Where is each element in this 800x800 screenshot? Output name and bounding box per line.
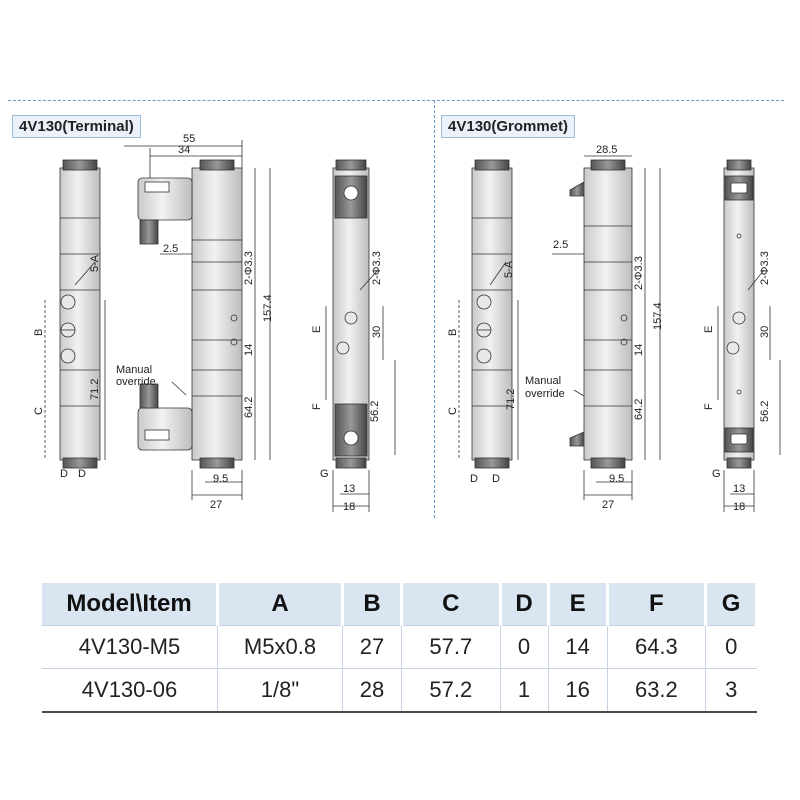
cell-a: 1/8" <box>218 669 343 713</box>
header-a: A <box>218 583 343 626</box>
label-b: B <box>33 328 45 336</box>
dim-64-2-grommet: 64.2 <box>633 398 645 420</box>
manual-override-label-2: override <box>116 376 156 388</box>
cell-c: 57.2 <box>402 669 500 713</box>
dim-2-phi-3-3-grommet: 2-Φ3.3 <box>633 256 645 290</box>
table-row <box>42 669 757 713</box>
dim-18-grommet: 18 <box>733 501 746 513</box>
manual-override-grommet-1: Manual <box>525 375 562 387</box>
grommet-front-view <box>459 160 518 468</box>
label-c: C <box>33 407 45 415</box>
cell-g: 3 <box>706 669 757 713</box>
header-model-item: Model\Item <box>42 583 218 626</box>
dim-27-grommet: 27 <box>602 499 615 511</box>
dim-56-2-grommet: 56.2 <box>759 400 771 422</box>
terminal-section-title: 4V130(Terminal) <box>12 115 141 138</box>
label-d-left-grommet: D <box>470 473 478 485</box>
dim-30: 30 <box>371 325 383 338</box>
label-c-grommet: C <box>447 407 459 415</box>
dim-2-phi-3-3: 2-Φ3.3 <box>243 251 255 285</box>
dim-71-2: 71.2 <box>89 378 101 400</box>
table-row <box>42 626 757 669</box>
dim-55: 55 <box>183 133 196 145</box>
header-b: B <box>343 583 402 626</box>
grommet-side-view <box>552 156 660 500</box>
dim-2-phi-3-3-end: 2-Φ3.3 <box>371 251 383 285</box>
dim-2-5-grommet: 2.5 <box>553 239 569 251</box>
manual-override-label-1: Manual <box>116 364 153 376</box>
label-g: G <box>320 468 329 480</box>
dim-28-5: 28.5 <box>596 144 618 156</box>
grommet-section-title: 4V130(Grommet) <box>441 115 575 138</box>
dim-64-2: 64.2 <box>243 396 255 418</box>
cell-f: 64.3 <box>607 626 705 669</box>
header-e: E <box>548 583 607 626</box>
dim-157-4: 157.4 <box>262 294 274 322</box>
table-header-row <box>42 583 757 626</box>
label-b-grommet: B <box>447 328 459 336</box>
label-d-left: D <box>60 468 68 480</box>
cell-c: 57.7 <box>402 626 500 669</box>
dim-157-4-grommet: 157.4 <box>652 302 664 330</box>
spec-table <box>42 583 758 713</box>
cell-model: 4V130-06 <box>42 669 218 713</box>
cell-a: M5x0.8 <box>218 626 343 669</box>
dim-14-grommet: 14 <box>633 343 645 356</box>
dim-13: 13 <box>343 483 356 495</box>
dim-9-5-grommet: 9.5 <box>609 473 625 485</box>
dim-71-2-grommet: 71.2 <box>505 388 517 410</box>
cell-e: 16 <box>548 669 607 713</box>
dim-34: 34 <box>178 144 191 156</box>
label-f-grommet: F <box>703 403 715 410</box>
cell-d: 0 <box>500 626 548 669</box>
dim-5-a: 5-A <box>89 254 101 272</box>
terminal-front-view <box>45 160 105 468</box>
cell-b: 27 <box>343 626 402 669</box>
cell-b: 28 <box>343 669 402 713</box>
header-f: F <box>607 583 705 626</box>
cell-g: 0 <box>706 626 757 669</box>
dim-27: 27 <box>210 499 223 511</box>
header-g: G <box>706 583 757 626</box>
cell-d: 1 <box>500 669 548 713</box>
label-d-right-grommet: D <box>492 473 500 485</box>
cell-f: 63.2 <box>607 669 705 713</box>
label-g-grommet: G <box>712 468 721 480</box>
manual-override-grommet-2: override <box>525 388 565 400</box>
dim-2-phi-3-3-grommet-end: 2-Φ3.3 <box>759 251 771 285</box>
dim-2-5: 2.5 <box>163 243 179 255</box>
dim-56-2: 56.2 <box>369 400 381 422</box>
cell-model: 4V130-M5 <box>42 626 218 669</box>
header-d: D <box>500 583 548 626</box>
dim-13-grommet: 13 <box>733 483 746 495</box>
label-e: E <box>311 325 323 333</box>
dim-14: 14 <box>243 343 255 356</box>
label-f: F <box>311 403 323 410</box>
label-d-right: D <box>78 468 86 480</box>
terminal-end-view <box>326 160 395 512</box>
dim-9-5: 9.5 <box>213 473 229 485</box>
header-c: C <box>402 583 500 626</box>
dim-18: 18 <box>343 501 356 513</box>
terminal-side-view <box>124 140 270 500</box>
dim-5-a-grommet: 5-A <box>503 260 515 278</box>
label-e-grommet: E <box>703 325 715 333</box>
cell-e: 14 <box>548 626 607 669</box>
dim-30-grommet: 30 <box>759 325 771 338</box>
